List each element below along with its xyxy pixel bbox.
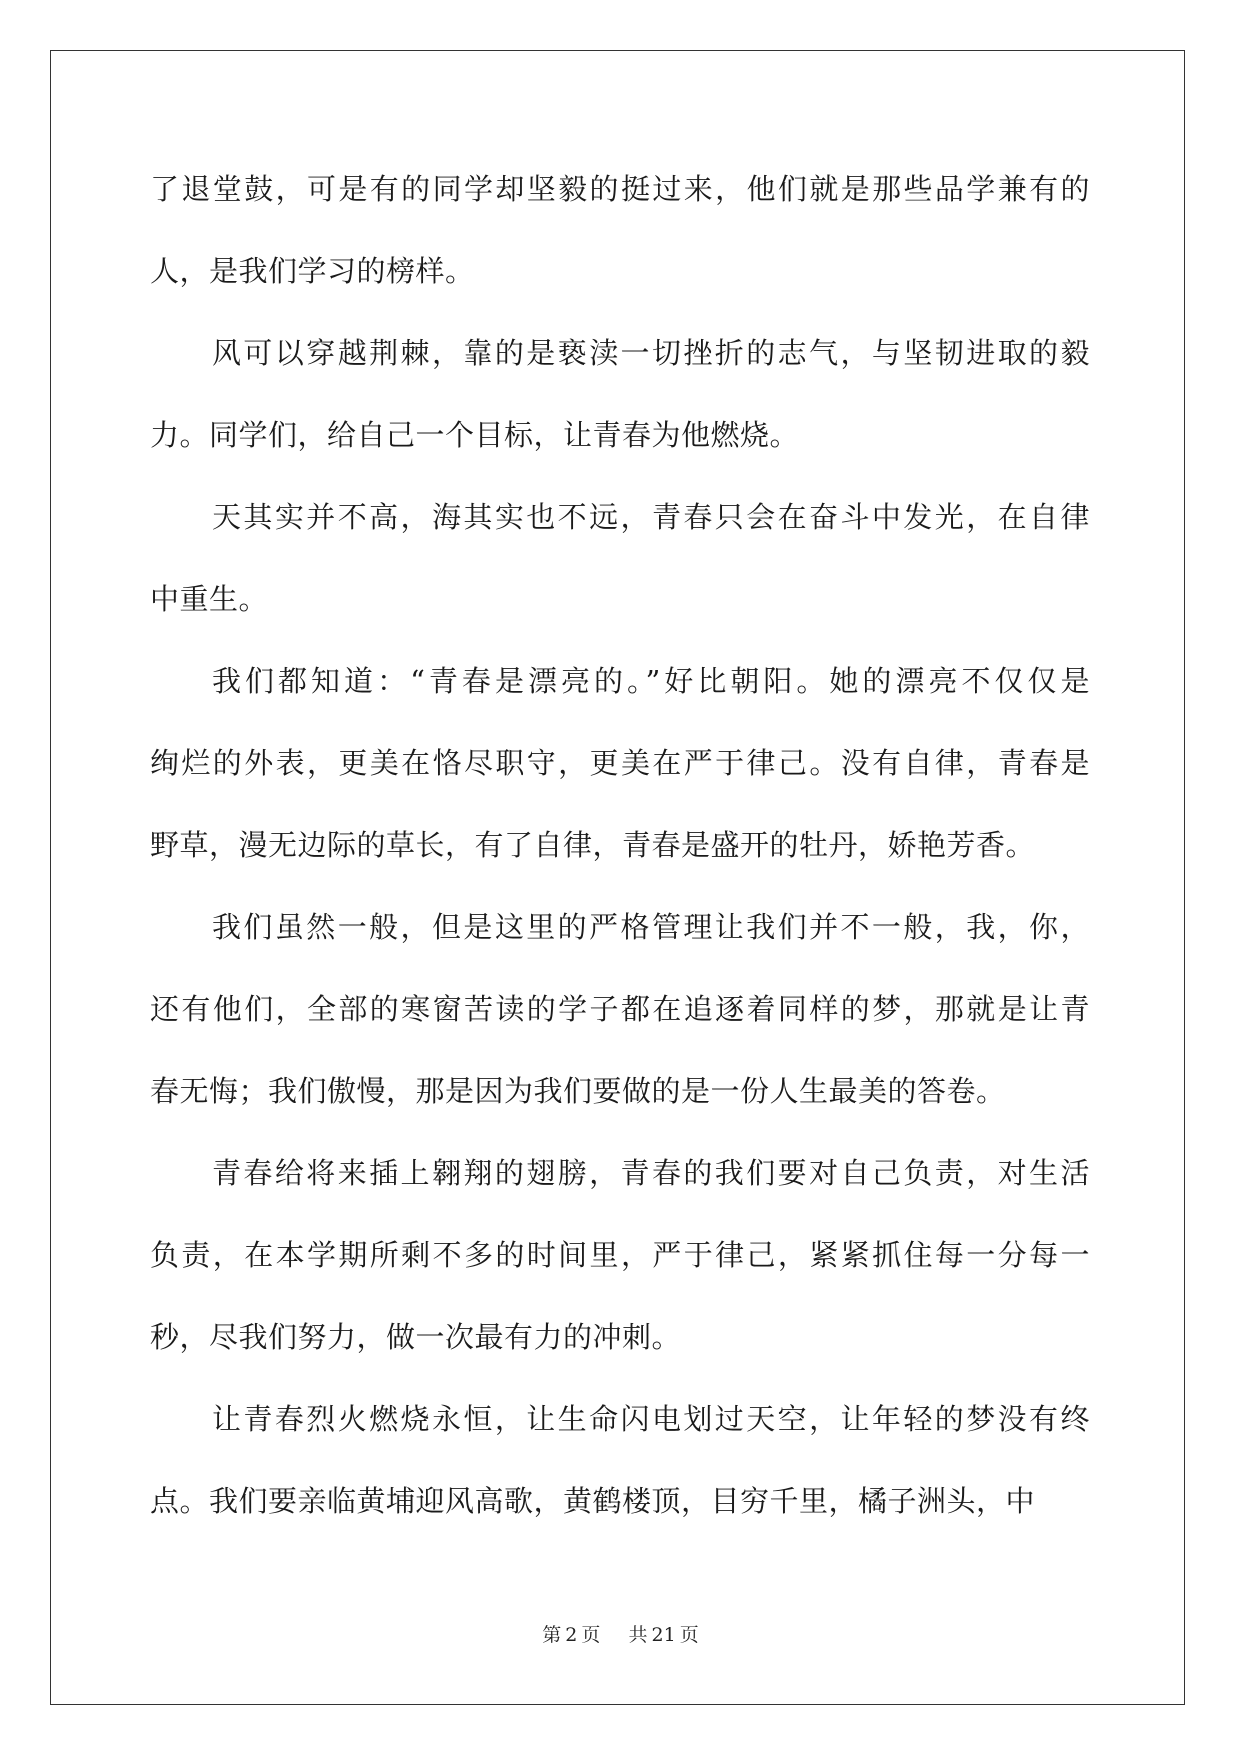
paragraph-line: 让青春烈火燃烧永恒，让生命闪电划过天空，让年轻的梦没有终 bbox=[212, 1402, 1090, 1436]
paragraph-line: 中重生。 bbox=[150, 582, 269, 616]
paragraph-line: 风可以穿越荆棘，靠的是亵渎一切挫折的志气，与坚韧进取的毅 bbox=[212, 336, 1090, 370]
paragraph-line: 负责，在本学期所剩不多的时间里，严于律己，紧紧抓住每一分每一 bbox=[150, 1238, 1090, 1272]
page-number-current: 2 bbox=[565, 1624, 578, 1646]
paragraph-line: 了退堂鼓，可是有的同学却坚毅的挺过来，他们就是那些品学兼有的 bbox=[150, 172, 1090, 206]
page-total-suffix: 页 bbox=[679, 1624, 699, 1646]
paragraph-line: 力。同学们，给自己一个目标，让青春为他燃烧。 bbox=[150, 418, 800, 452]
paragraph-line: 野草，漫无边际的草长，有了自律，青春是盛开的牡丹，娇艳芳香。 bbox=[150, 828, 1036, 862]
paragraph-line: 点。我们要亲临黄埔迎风高歌，黄鹤楼顶，目穷千里，橘子洲头，中 bbox=[150, 1484, 1036, 1518]
paragraph-line: 秒，尽我们努力，做一次最有力的冲刺。 bbox=[150, 1320, 682, 1354]
paragraph-line: 青春给将来插上翱翔的翅膀，青春的我们要对自己负责，对生活 bbox=[212, 1156, 1090, 1190]
paragraph-line: 春无悔；我们傲慢，那是因为我们要做的是一份人生最美的答卷。 bbox=[150, 1074, 1006, 1108]
page-footer bbox=[0, 1620, 1241, 1647]
paragraph-line: 绚烂的外表，更美在恪尽职守，更美在严于律己。没有自律，青春是 bbox=[150, 746, 1090, 780]
page-total: 21 bbox=[651, 1624, 676, 1646]
paragraph-line: 天其实并不高，海其实也不远，青春只会在奋斗中发光，在自律 bbox=[212, 500, 1090, 534]
page-number-prefix: 第 bbox=[542, 1624, 562, 1646]
paragraph-line: 人，是我们学习的榜样。 bbox=[150, 254, 475, 288]
page-total-prefix: 共 bbox=[628, 1624, 648, 1646]
paragraph-line: 还有他们，全部的寒窗苦读的学子都在追逐着同样的梦，那就是让青 bbox=[150, 992, 1090, 1026]
paragraph-line: 我们都知道：“青春是漂亮的。”好比朝阳。她的漂亮不仅仅是 bbox=[212, 664, 1090, 698]
document-body bbox=[150, 148, 1090, 1542]
paragraph-line: 我们虽然一般，但是这里的严格管理让我们并不一般，我，你， bbox=[212, 910, 1090, 944]
page-number-suffix: 页 bbox=[581, 1624, 601, 1646]
